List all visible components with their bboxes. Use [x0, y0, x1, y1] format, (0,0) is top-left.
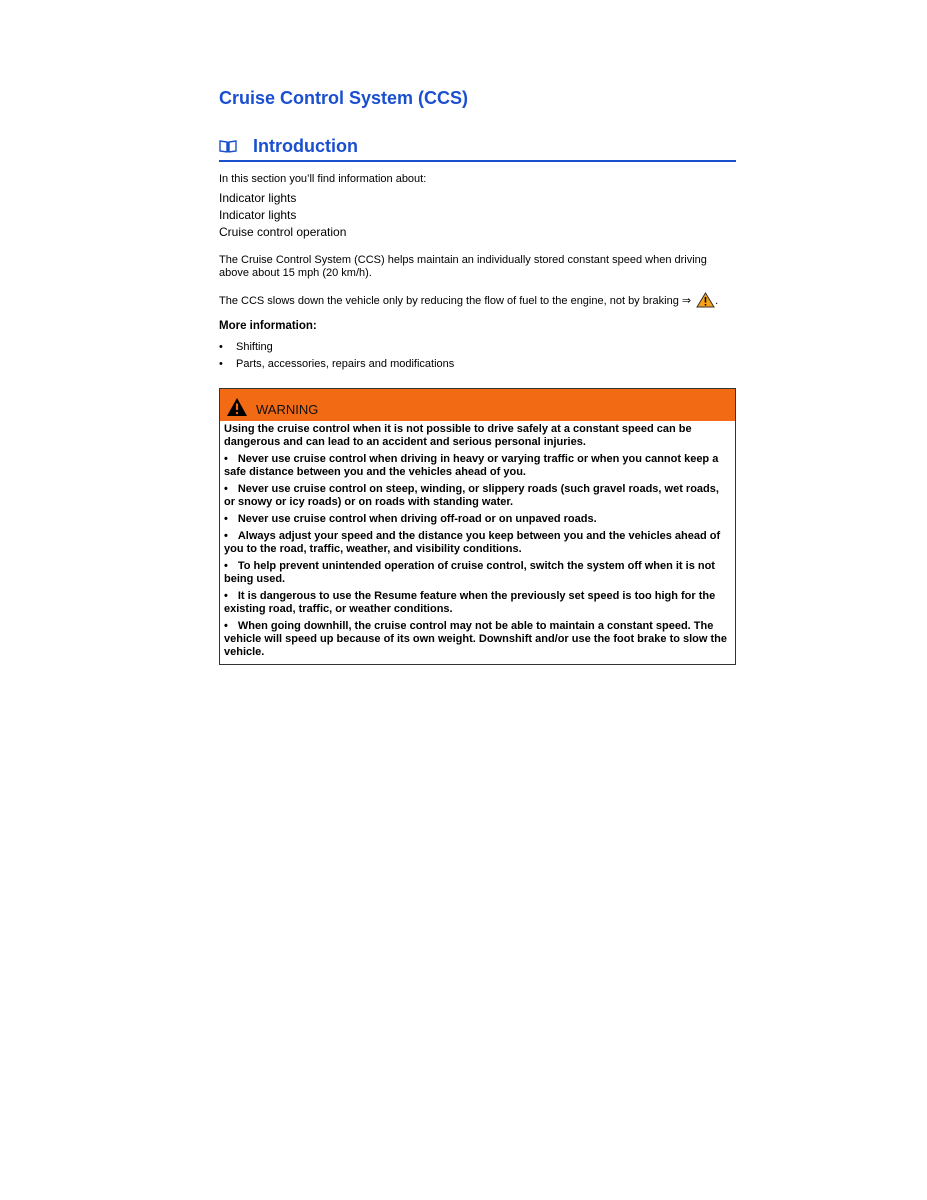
warning-triangle-icon [226, 397, 248, 417]
more-info-link-parts[interactable]: • Parts, accessories, repairs and modifications [219, 356, 736, 373]
bullet: • [224, 560, 228, 572]
warning-item-text: Always adjust your speed and the distance you keep between you and the vehicles ahead of you to the road, traffic, weather, and visibility conditions. [224, 530, 721, 555]
warning-item-text: It is dangerous to use the Resume feature when the previously set speed is too high for the existing road, traffic, or weather conditions. [224, 590, 716, 615]
warning-body [220, 421, 735, 664]
warning-item [224, 620, 731, 659]
intro-lead: In this section you’ll find information about: [219, 173, 427, 185]
manual-page [219, 86, 736, 665]
paragraph-ccs-braking [219, 292, 736, 308]
bullet: • [224, 483, 228, 495]
warning-item [224, 560, 731, 586]
warning-item [224, 453, 731, 479]
bullet: • [224, 620, 228, 632]
warning-item [224, 590, 731, 616]
topic-list [219, 190, 736, 241]
more-info-heading: More information: [219, 320, 317, 332]
warning-item [224, 483, 731, 509]
bullet: • [224, 530, 228, 542]
warning-label: WARNING [256, 402, 319, 417]
warning-item-text: Never use cruise control when driving in heavy or varying traffic or when you cannot keep a safe distance between you and the vehicles ahead of you. [224, 453, 719, 478]
warning-intro: Using the cruise control when it is not possible to drive safely at a constant speed can be dangerous and can lead to an accident and serious personal injuries. [224, 423, 692, 448]
warning-item-text: When going downhill, the cruise control may not be able to maintain a constant speed. The vehicle will speed up because of its own weight. Downshift and/or use the foot brake to slow the vehicle. [224, 620, 728, 658]
section-title: Introduction [253, 136, 358, 156]
warning-item [224, 530, 731, 556]
warning-item-text: To help prevent unintended operation of cruise control, switch the system off when it is not being used. [224, 560, 715, 585]
warning-triangle-icon[interactable] [696, 292, 715, 308]
warning-box [219, 388, 736, 665]
topic-link-cruise-control-operation[interactable]: Cruise control operation [219, 225, 347, 239]
warning-item-text: Never use cruise control when driving off-road or on unpaved roads. [237, 513, 597, 525]
topic-link-indicator-lights-1[interactable]: Indicator lights [219, 191, 297, 205]
warning-header [220, 389, 735, 421]
warning-item [224, 513, 731, 526]
paragraph-ccs-braking-text: The CCS slows down the vehicle only by reducing the flow of fuel to the engine, not by braking ⇒ [219, 295, 692, 307]
section-header [219, 134, 736, 162]
warning-item-text: Never use cruise control on steep, winding, or slippery roads (such gravel roads, wet roads, or snowy or icy roads) or on roads with standing water. [224, 483, 719, 508]
chapter-title: Cruise Control System (CCS) [219, 88, 469, 108]
bullet: • [224, 453, 228, 465]
more-info-list [219, 339, 736, 373]
paragraph-ccs-braking-end: . [715, 295, 719, 307]
paragraph-ccs-description: The Cruise Control System (CCS) helps maintain an individually stored constant speed when driving above about 15 mph (20 km/h). [219, 254, 707, 279]
bullet: • [224, 590, 228, 602]
topic-link-indicator-lights-2[interactable]: Indicator lights [219, 208, 297, 222]
more-info-link-shifting[interactable]: • Shifting [219, 339, 736, 356]
book-icon [219, 139, 237, 153]
bullet: • [224, 513, 228, 525]
